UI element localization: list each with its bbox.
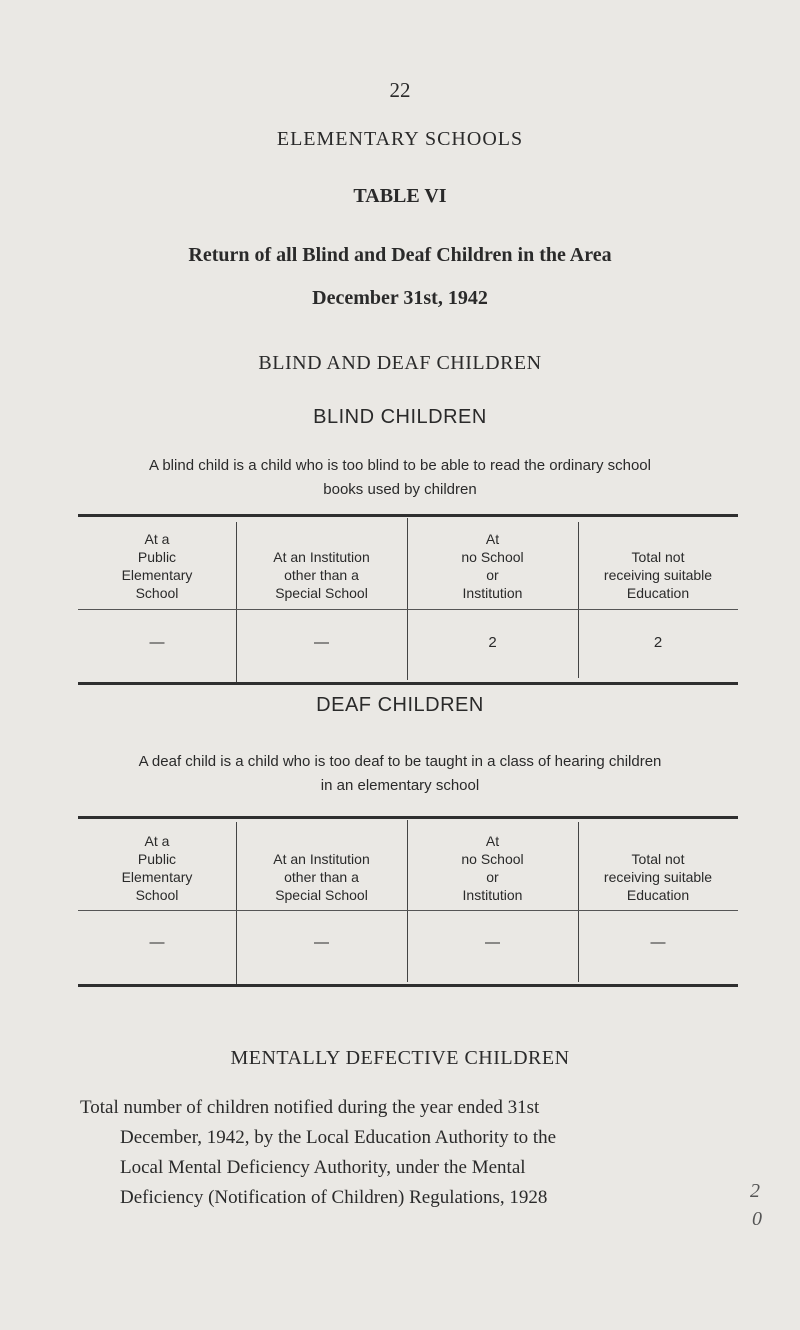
column-header-no-school [407,530,578,602]
deaf-table [78,816,738,996]
column-header-institution [236,850,407,904]
header-line: receiving suitable [603,869,713,885]
header-line: At a [144,531,170,547]
paragraph-line: December, 1942, by the Local Education Authority to the [120,1127,557,1148]
header-line: Special School [275,585,368,601]
handwritten-note: 2 [750,1180,760,1202]
deaf-definition [0,750,800,798]
page-number: 22 [389,78,411,102]
header-line: other than a [284,869,359,885]
header-line: School [135,585,179,601]
table-bottom-rule [78,984,738,987]
blind-table [78,514,738,694]
table-header-rule [78,609,738,610]
header-line: At [485,531,500,547]
paragraph-line: Deficiency (Notification of Children) Regulations, 1928 [120,1187,548,1208]
header-line: or [486,567,499,583]
cell-total: — [650,934,666,951]
subheading: BLIND AND DEAF CHILDREN [258,352,542,374]
table-top-rule [78,816,738,819]
table-top-rule [78,514,738,517]
header-line: School [135,887,179,903]
header-line: Public [137,549,177,565]
cell-public-elementary: — [149,934,165,951]
header-line: Institution [462,585,523,601]
header-line: At [485,833,500,849]
column-header-total [578,548,738,602]
cell-no-school: 2 [488,634,497,651]
header-line: Public [137,851,177,867]
header-line: no School [461,549,524,565]
header-line: other than a [284,567,359,583]
cell-total: 2 [653,634,663,651]
deaf-heading: DEAF CHILDREN [316,694,484,716]
deaf-definition-line: in an elementary school [320,777,480,794]
table-bottom-rule [78,682,738,685]
column-header-institution [236,548,407,602]
paragraph-line: Local Mental Deficiency Authority, under the Mental [120,1157,526,1178]
cell-institution: — [314,634,329,651]
paragraph-line: Total number of children notified during the year ended 31st [80,1097,540,1118]
table-title: TABLE VI [353,185,447,207]
header-line: Special School [275,887,368,903]
report-date: December 31st, 1942 [312,287,488,309]
column-header-public-elementary [78,530,236,602]
header-line: or [486,869,499,885]
header-line: At a [144,833,170,849]
column-header-no-school [407,832,578,904]
column-header-total [578,850,738,904]
header-line: At an Institution [273,549,370,565]
header-line: Education [626,887,690,903]
mental-heading: MENTALLY DEFECTIVE CHILDREN [230,1047,570,1069]
column-header-public-elementary [78,832,236,904]
blind-definition [0,454,800,502]
header-line: Total not [631,549,685,565]
blind-heading: BLIND CHILDREN [313,406,487,428]
cell-institution: — [314,934,329,951]
header-line: Elementary [121,567,193,583]
header-line: Institution [462,887,523,903]
blind-definition-line: books used by children [323,481,477,498]
section-title: ELEMENTARY SCHOOLS [276,128,524,150]
handwritten-note: 0 [752,1208,762,1230]
header-line: receiving suitable [603,567,713,583]
return-title: Return of all Blind and Deaf Children in the Area [188,244,612,266]
table-header-rule [78,910,738,911]
cell-no-school: — [485,934,500,951]
mental-paragraph [80,1093,760,1213]
header-line: Total not [631,851,685,867]
deaf-definition-line: A deaf child is a child who is too deaf to be taught in a class of hearing children [138,753,662,770]
header-line: Elementary [121,869,193,885]
header-line: Education [626,585,690,601]
column-divider [236,522,237,682]
cell-public-elementary: — [149,634,165,651]
header-line: At an Institution [273,851,370,867]
header-line: no School [461,851,524,867]
blind-definition-line: A blind child is a child who is too blind to be able to read the ordinary school [149,457,651,474]
